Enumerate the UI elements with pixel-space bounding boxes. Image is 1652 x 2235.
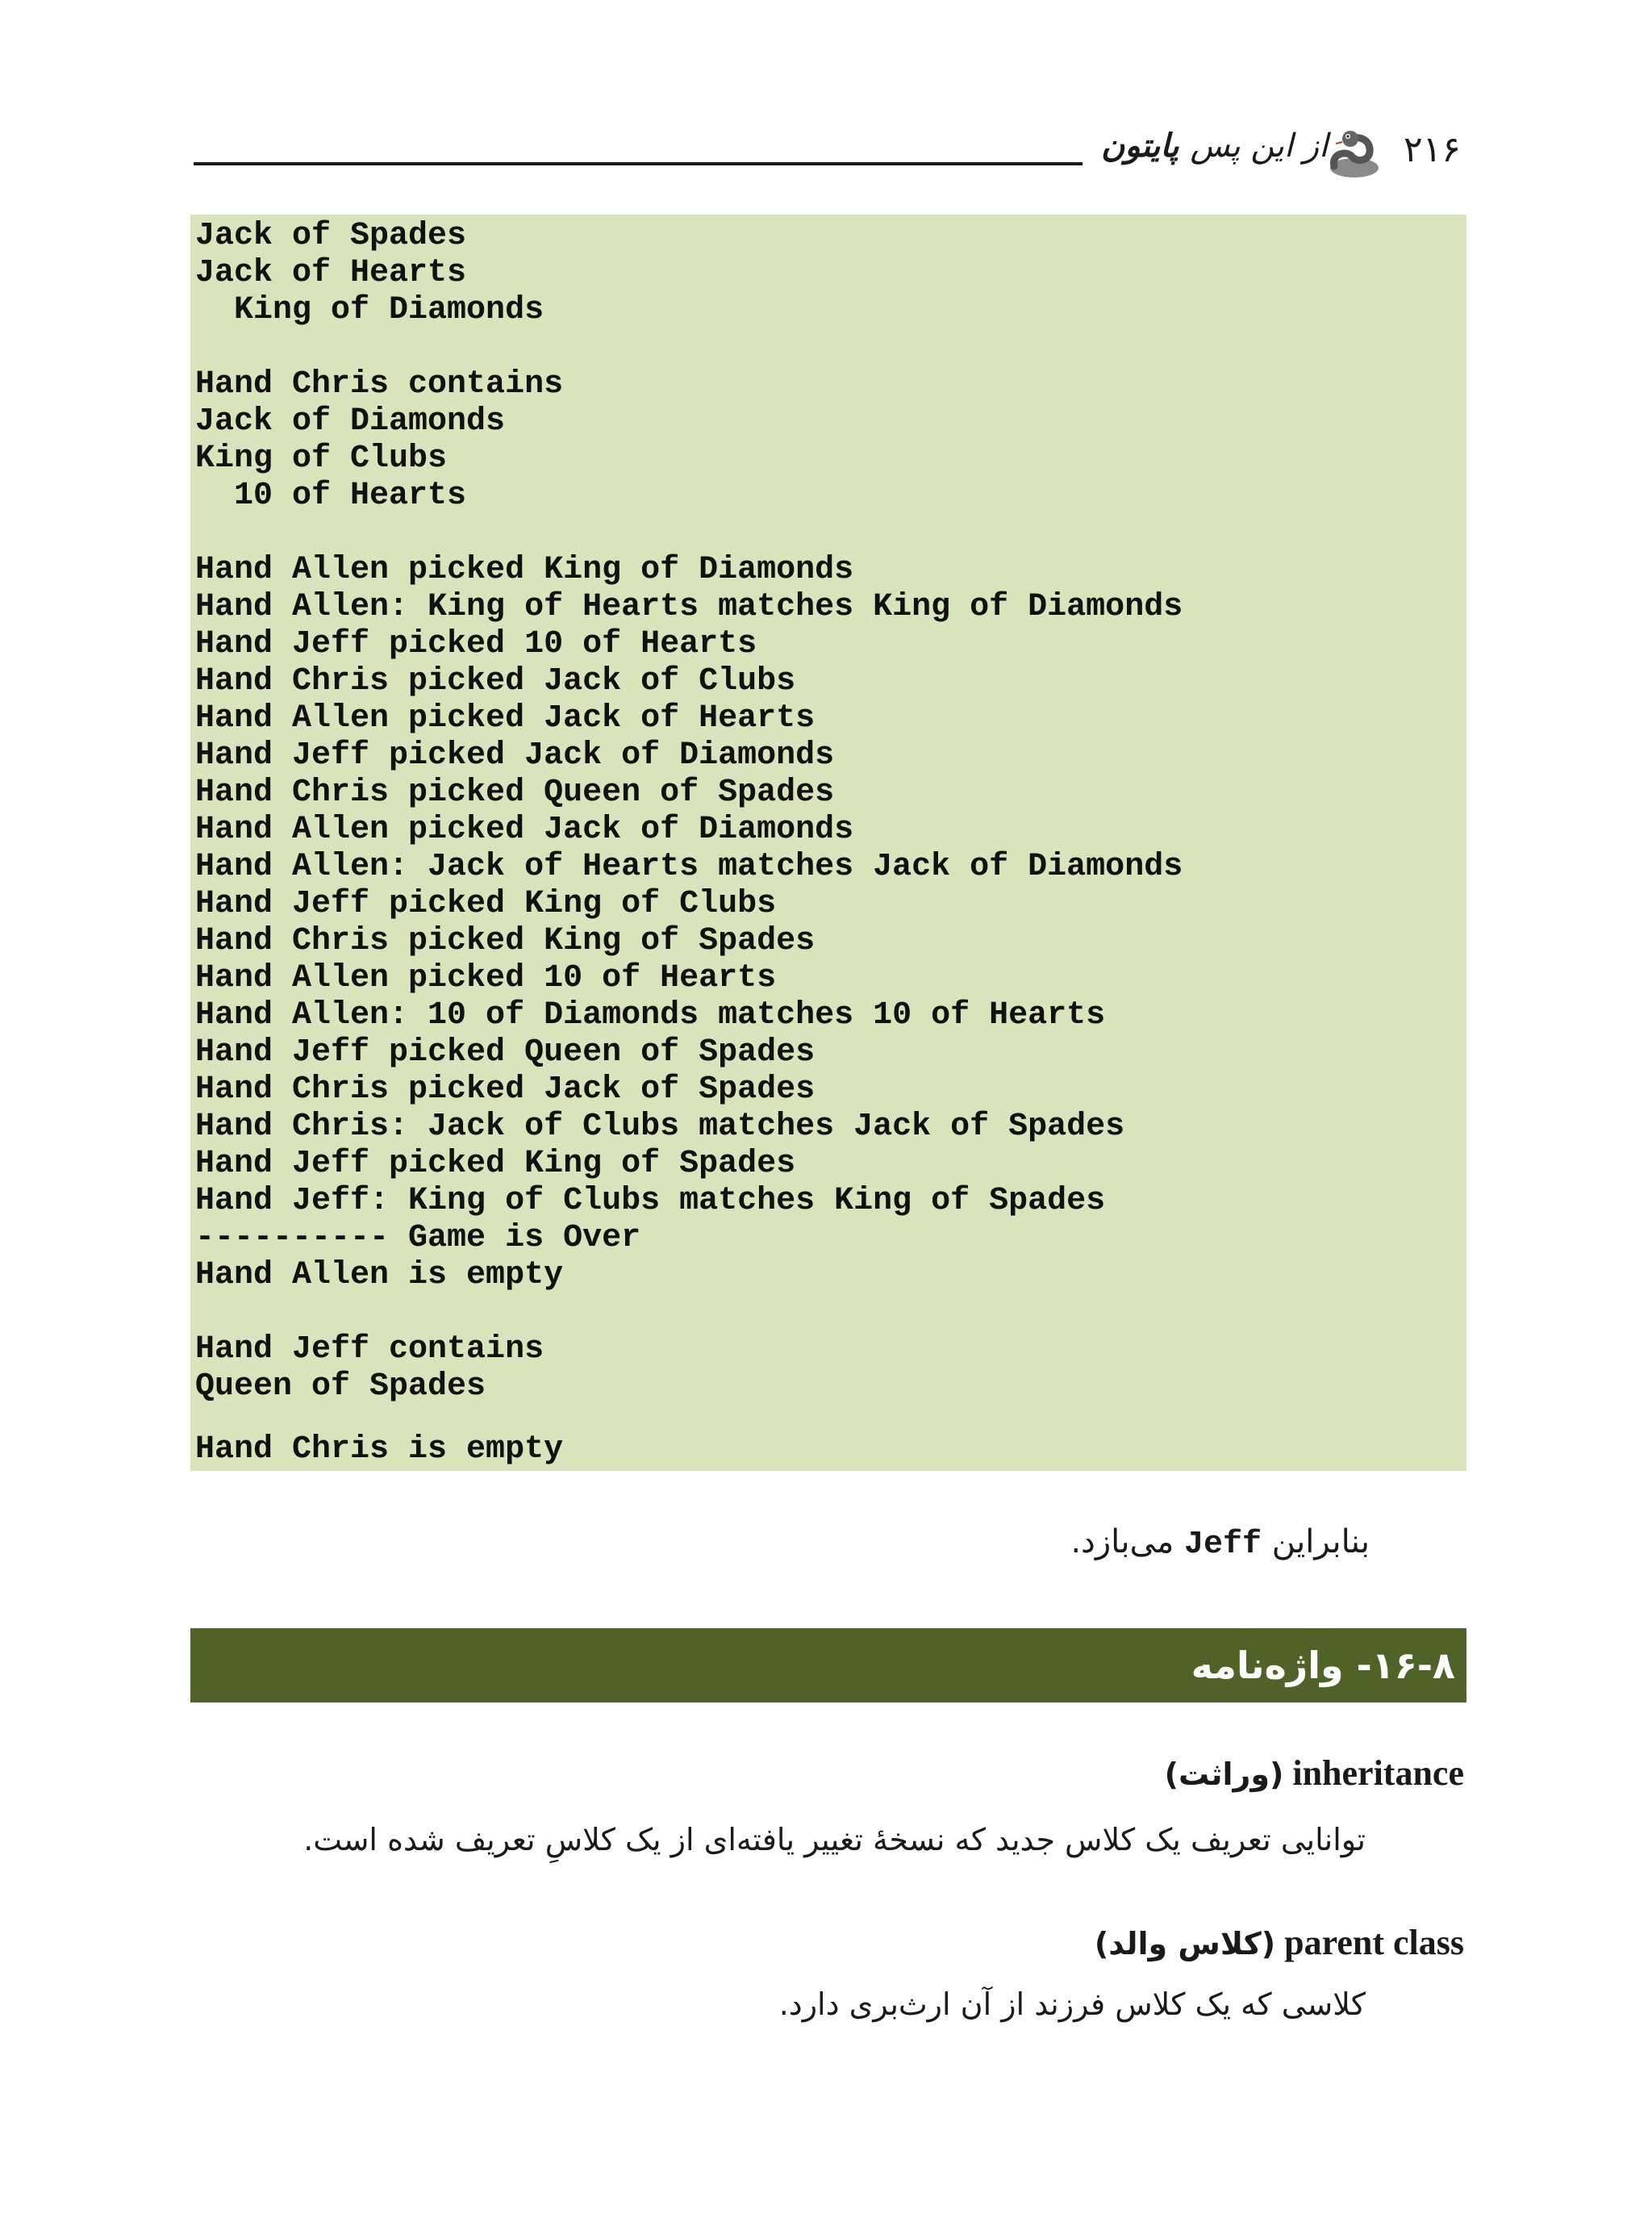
- book-title-prefix: از این پس: [1190, 127, 1329, 165]
- code-line: Hand Jeff picked King of Spades: [195, 1146, 796, 1182]
- result-note-name: Jeff: [1183, 1527, 1262, 1563]
- code-line: Hand Jeff picked 10 of Hearts: [195, 626, 757, 662]
- code-line: Hand Allen picked Jack of Diamonds: [195, 812, 854, 848]
- result-note: [1070, 1523, 1370, 1563]
- code-line: Hand Jeff picked Jack of Diamonds: [195, 737, 835, 774]
- code-line: Jack of Diamonds: [195, 403, 506, 440]
- code-line: Hand Allen: King of Hearts matches King of Diamonds: [195, 589, 1183, 625]
- book-title-main: پایتون: [1101, 127, 1179, 165]
- glossary-term: [1095, 1922, 1464, 1963]
- code-line: Queen of Spades: [195, 1368, 486, 1405]
- glossary-definition: توانایی تعریف یک کلاس جدید که نسخهٔ تغییر یافته‌ای از یک کلاسِ تعریف شده است.: [303, 1822, 1366, 1857]
- code-line: Hand Chris picked Jack of Clubs: [195, 663, 796, 700]
- code-line: Hand Jeff picked King of Clubs: [195, 886, 777, 922]
- code-line: Hand Chris picked King of Spades: [195, 923, 816, 959]
- code-line: King of Diamonds: [195, 292, 544, 328]
- code-line: Jack of Spades: [195, 218, 467, 254]
- glossary-term-en: inheritance: [1292, 1753, 1464, 1793]
- code-line: Hand Allen picked 10 of Hearts: [195, 960, 777, 996]
- code-line: ---------- Game is Over: [195, 1220, 641, 1256]
- python-snake-icon: [1323, 121, 1386, 184]
- glossary-term-en: parent class: [1284, 1923, 1464, 1962]
- glossary-term: [1165, 1752, 1464, 1794]
- code-line: Hand Chris is empty: [195, 1431, 564, 1468]
- code-line: Hand Jeff contains: [195, 1331, 544, 1368]
- code-line: Hand Allen picked King of Diamonds: [195, 552, 854, 588]
- code-line: Hand Chris contains: [195, 366, 564, 403]
- result-note-suffix: می‌بازد.: [1070, 1523, 1174, 1560]
- code-line: Hand Jeff: King of Clubs matches King of Spades: [195, 1183, 1106, 1219]
- header-rule: [194, 162, 1083, 165]
- code-line: Hand Jeff picked Queen of Spades: [195, 1034, 816, 1071]
- glossary-definition: کلاسی که یک کلاس فرزند از آن ارث‌بری دارد.: [778, 1986, 1366, 2022]
- code-line: Hand Allen: Jack of Hearts matches Jack of Diamonds: [195, 849, 1183, 885]
- code-line: King of Clubs: [195, 441, 448, 477]
- page-number: ۲۱۶: [1404, 129, 1461, 170]
- book-title: [1101, 127, 1328, 165]
- section-title: ۱۶-۸- واژه‌نامه: [1191, 1644, 1455, 1687]
- glossary-term-fa: (کلاس والد): [1094, 1926, 1276, 1961]
- program-output-block: [190, 215, 1466, 1471]
- code-line: Hand Chris picked Queen of Spades: [195, 775, 835, 811]
- code-line: Hand Allen: 10 of Diamonds matches 10 of Hearts: [195, 997, 1106, 1034]
- code-line: 10 of Hearts: [195, 478, 467, 514]
- code-line: Hand Allen is empty: [195, 1257, 564, 1293]
- glossary-term-fa: (وراثت): [1164, 1757, 1284, 1792]
- code-line: Hand Allen picked Jack of Hearts: [195, 700, 816, 737]
- result-note-prefix: بنابراین: [1271, 1523, 1370, 1560]
- section-heading-bar: [190, 1628, 1466, 1702]
- code-line: Hand Chris picked Jack of Spades: [195, 1072, 816, 1108]
- code-line: Jack of Hearts: [195, 255, 467, 291]
- code-line: Hand Chris: Jack of Clubs matches Jack of Spades: [195, 1109, 1125, 1145]
